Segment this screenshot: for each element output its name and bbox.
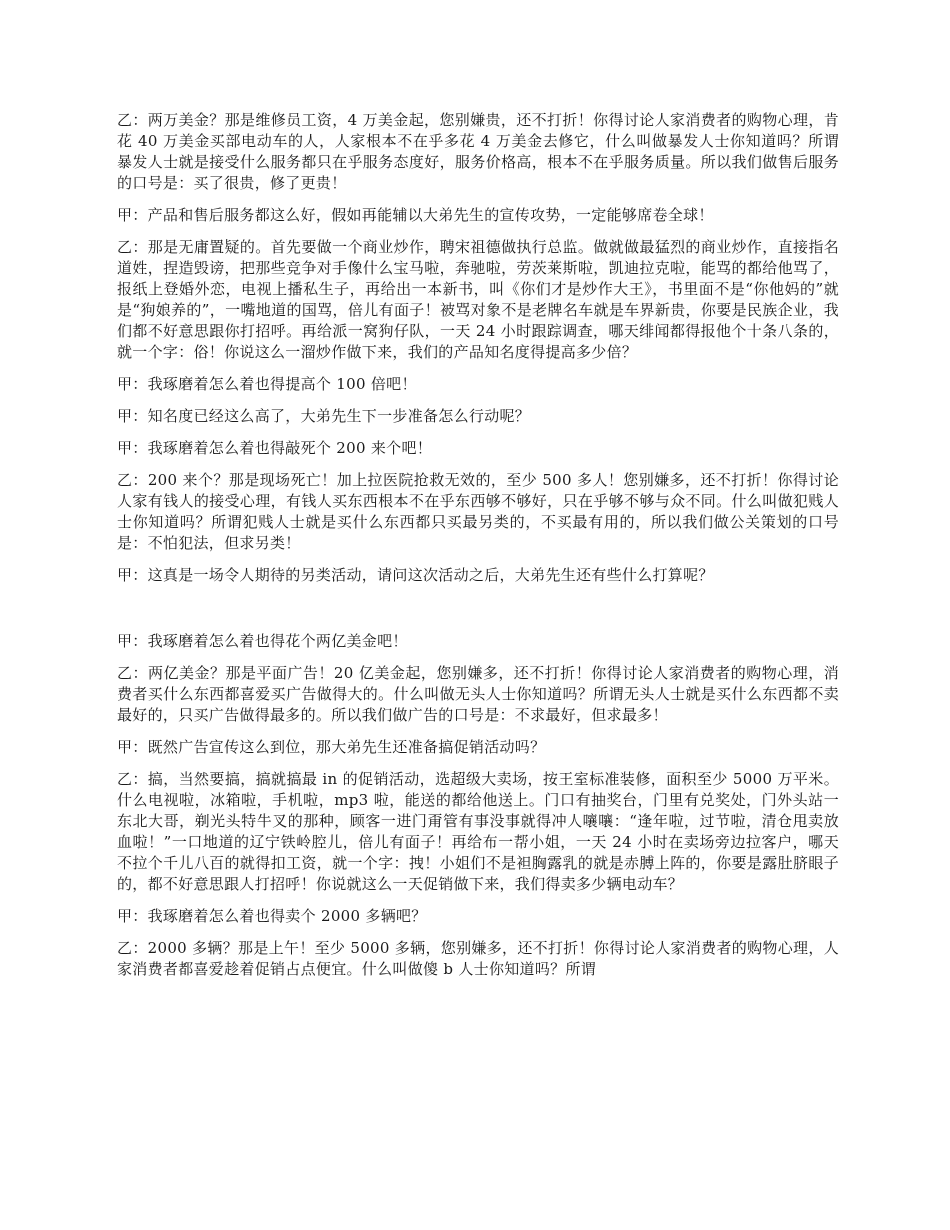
dialogue-paragraph: 乙：两亿美金？那是平面广告！20 亿美金起，您别嫌多，还不打折！你得讨论人家消费者的购物心理，消费者买什么东西都喜爱买广告做得大的。什么叫做无头人士你知道吗？所谓无头人士就是买什么东西都不卖最好的，只买广告做得最多的。所以我们做广告的口号是：不求最好，但求最多！ <box>117 664 839 724</box>
dialogue-paragraph: 乙：2000 多辆？那是上午！至少 5000 多辆，您别嫌多，还不打折！你得讨论人家消费者的购物心理，人家消费者都喜爱趁着促销占点便宜。什么叫做傻 b 人士你知道吗？所谓 <box>117 939 839 978</box>
dialogue-paragraph: 甲：我琢磨着怎么着也得敲死个 200 来个吧！ <box>117 439 433 457</box>
dialogue-paragraph: 乙：搞，当然要搞，搞就搞最 in 的促销活动，选超级大卖场，按王室标准装修，面积至少 5000 万平米。什么电视啦，冰箱啦，手机啦，mp3 啦，能送的都给他送上。门口有抽奖台，门里有兑奖处，门外头站一东北大哥，剃光头特牛叉的那种，顾客一进门甭管有事没事就得冲人嚷嚷：“逢年啦，过节啦，清仓甩卖放血啦！”一口地道的辽宁铁岭腔儿，倍儿有面子！再给布一帮小姐，一天 24 小时在卖场旁边拉客户，哪天不拉个千儿八百的就得扣工资，就一个字：拽！小姐们不是袒胸露乳的就是赤膊上阵的，你要是露肚脐眼子的，都不好意思跟人打招呼！你说就这么一天促销做下来，我们得卖多少辆电动车？ <box>117 770 839 893</box>
dialogue-paragraph: 乙：那是无庸置疑的。首先要做一个商业炒作，聘宋祖德做执行总监。做就做最猛烈的商业炒作，直接指名道姓，捏造毁谤，把那些竞争对手像什么宝马啦，奔驰啦，劳茨莱斯啦，凯迪拉克啦，能骂的都给他骂了，报纸上登婚外恋，电视上播私生子，再给出一本新书，叫《你们才是炒作大王》，书里面不是“你他妈的”就是“狗娘养的”，一嘴地道的国骂，倍儿有面子！被骂对象不是老牌名车就是车界新贵，你要是民族企业，我们都不好意思跟你打招呼。再给派一窝狗仔队，一天 24 小时跟踪调查，哪天绯闻都得报他个十条八条的，就一个字：俗！你说这么一溜炒作做下来，我们的产品知名度得提高多少倍？ <box>117 238 839 361</box>
dialogue-paragraph: 甲：我琢磨着怎么着也得提高个 100 倍吧！ <box>117 375 417 393</box>
document-body <box>117 110 839 991</box>
dialogue-paragraph: 甲：产品和售后服务都这么好，假如再能辅以大弟先生的宣传攻势，一定能够席卷全球！ <box>117 206 714 224</box>
dialogue-paragraph: 甲：这真是一场令人期待的另类活动，请问这次活动之后，大弟先生还有些什么打算呢？ <box>117 566 714 584</box>
dialogue-paragraph: 甲：我琢磨着怎么着也得花个两亿美金吧！ <box>117 632 408 650</box>
blank-gap <box>117 597 839 631</box>
dialogue-paragraph: 甲：既然广告宣传这么到位，那大弟先生还准备搞促销活动吗？ <box>117 738 546 756</box>
dialogue-paragraph: 甲：知名度已经这么高了，大弟先生下一步准备怎么行动呢？ <box>117 407 531 425</box>
dialogue-paragraph: 乙：200 来个？那是现场死亡！加上拉医院抢救无效的，至少 500 多人！您别嫌多，还不打折！你得讨论人家有钱人的接受心理，有钱人买东西根本不在乎东西够不够好，只在乎够不够与众不同。什么叫做犯贱人士你知道吗？所谓犯贱人士就是买什么东西都只买最另类的，不买最有用的，所以我们做公关策划的口号是：不怕犯法，但求另类！ <box>117 471 839 552</box>
dialogue-paragraph: 乙：两万美金？那是维修员工资，4 万美金起，您别嫌贵，还不打折！你得讨论人家消费者的购物心理，肯花 40 万美金买部电动车的人，人家根本不在乎多花 4 万美金去修它，什么叫做暴发人士你知道吗？所谓暴发人士就是接受什么服务都只在乎服务态度好，服务价格高，根本不在乎服务质量。所以我们做售后服务的口号是：买了很贵，修了更贵！ <box>117 111 839 192</box>
dialogue-paragraph: 甲：我琢磨着怎么着也得卖个 2000 多辆吧？ <box>117 907 427 925</box>
